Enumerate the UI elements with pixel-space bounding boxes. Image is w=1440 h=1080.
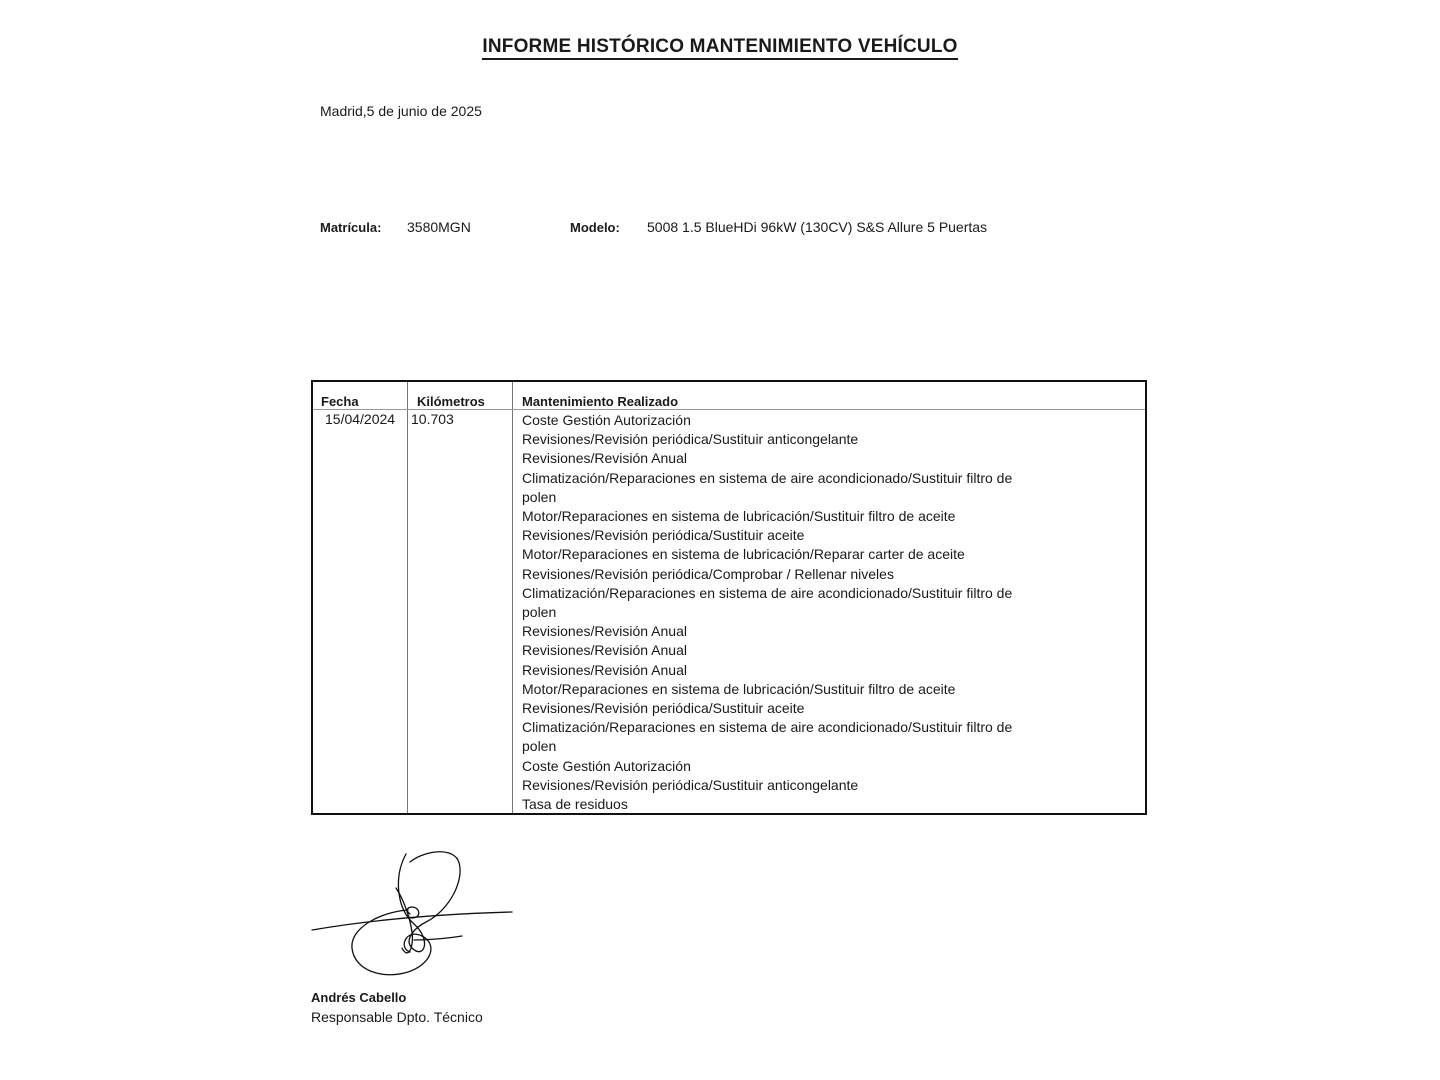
column-divider	[512, 382, 513, 813]
cell-date: 15/04/2024	[325, 411, 396, 427]
signature-image	[310, 848, 515, 983]
header-km: Kilómetros	[417, 394, 485, 409]
maintenance-item: Motor/Reparaciones en sistema de lubricación/Sustituir filtro de aceite	[522, 508, 956, 525]
maintenance-item: Revisiones/Revisión Anual	[522, 450, 687, 467]
signer-name: Andrés Cabello	[311, 990, 407, 1005]
plate-label: Matrícula:	[320, 220, 382, 235]
column-divider	[407, 382, 408, 813]
maintenance-item: Climatización/Reparaciones en sistema de aire acondicionado/Sustituir filtro de polen	[522, 584, 1013, 621]
model-value: 5008 1.5 BlueHDi 96kW (130CV) S&S Allure 5 Puertas	[647, 219, 988, 235]
maintenance-item: Revisiones/Revisión periódica/Sustituir aceite	[522, 527, 805, 544]
document-title	[0, 36, 1440, 58]
maintenance-item: Revisiones/Revisión Anual	[522, 642, 687, 659]
maintenance-item: Revisiones/Revisión periódica/Comprobar / Rellenar niveles	[522, 565, 894, 582]
maintenance-item: Climatización/Reparaciones en sistema de aire acondicionado/Sustituir filtro de polen	[522, 469, 1013, 505]
header-work: Mantenimiento Realizado	[522, 394, 679, 409]
cell-km: 10.703	[411, 411, 454, 427]
maintenance-table	[311, 380, 1147, 815]
maintenance-item: Revisiones/Revisión Anual	[522, 623, 687, 640]
maintenance-item: Revisiones/Revisión Anual	[522, 661, 687, 678]
maintenance-item: Revisiones/Revisión periódica/Sustituir anticongelante	[522, 776, 859, 793]
maintenance-item: Climatización/Reparaciones en sistema de aire acondicionado/Sustituir filtro de polen	[522, 719, 1013, 755]
model-label: Modelo:	[570, 220, 620, 235]
maintenance-item: Coste Gestión Autorización	[522, 412, 691, 428]
maintenance-item: Motor/Reparaciones en sistema de lubricación/Reparar carter de aceite	[522, 546, 965, 563]
work-items-list	[522, 411, 1042, 814]
maintenance-item: Tasa de residuos	[522, 796, 628, 813]
maintenance-item: Motor/Reparaciones en sistema de lubricación/Sustituir filtro de aceite	[522, 680, 956, 697]
maintenance-item: Revisiones/Revisión periódica/Sustituir anticongelante	[522, 431, 859, 448]
signer-role: Responsable Dpto. Técnico	[311, 1009, 483, 1025]
plate-value: 3580MGN	[407, 219, 471, 235]
maintenance-item: Revisiones/Revisión periódica/Sustituir aceite	[522, 700, 805, 717]
maintenance-item: Coste Gestión Autorización	[522, 757, 691, 774]
document-title-text: INFORME HISTÓRICO MANTENIMIENTO VEHÍCULO	[482, 36, 957, 60]
header-date: Fecha	[321, 394, 359, 409]
header-divider	[313, 409, 1145, 410]
place-date: Madrid,5 de junio de 2025	[320, 103, 482, 119]
